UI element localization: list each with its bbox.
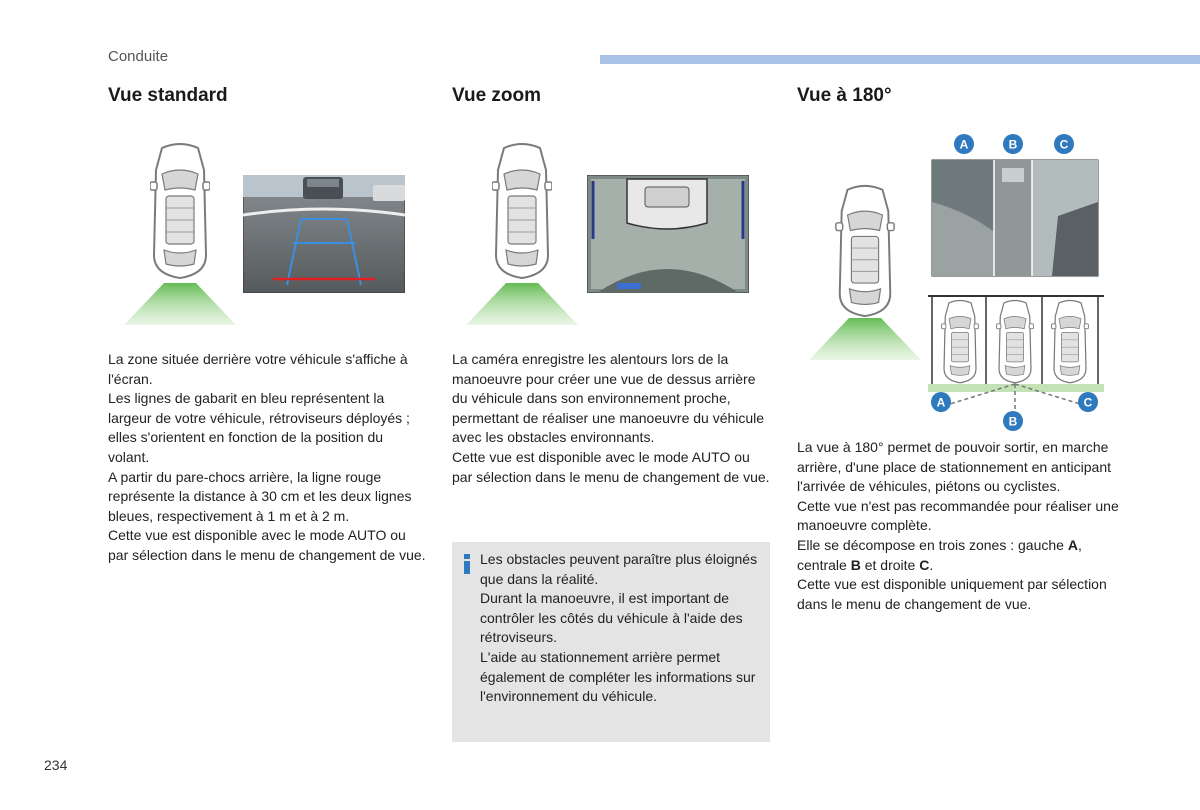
parked-car-right	[1052, 300, 1089, 382]
camera-beam	[809, 318, 921, 360]
column-standard-view	[108, 85, 426, 107]
svg-text:C: C	[1059, 137, 1069, 152]
svg-text:C: C	[1083, 395, 1093, 410]
section-label: Conduite	[108, 48, 169, 65]
svg-text:B: B	[1008, 137, 1018, 152]
zone-a-label: A	[1067, 536, 1078, 553]
car-top-view	[492, 144, 552, 278]
panoramic-paragraph: Cette vue est disponible uniquement par sélection dans le menu de changement de vue.	[797, 576, 1107, 612]
zones-text: .	[929, 556, 934, 573]
info-icon	[462, 554, 472, 574]
zone-badge-b	[1003, 134, 1023, 154]
camera-beam	[466, 283, 578, 325]
column-panoramic-view	[797, 85, 1119, 107]
column-zoom-view	[452, 85, 770, 107]
zoom-view-text	[452, 350, 770, 487]
standard-paragraph: A partir du pare-chocs arrière, la ligne rouge représente la distance à 30 cm et les deux lignes bleues, respectivement à 1 m et à 2 m.	[108, 468, 412, 524]
panoramic-paragraph: Cette vue n'est pas recommandée pour réaliser une manoeuvre complète.	[797, 497, 1119, 534]
zones-text: Elle se décompose en trois zones : gauche	[797, 536, 1068, 553]
zoom-car-diagram	[462, 135, 582, 330]
standard-camera-screen	[243, 175, 405, 293]
zone-marker-b	[1003, 411, 1023, 431]
panoramic-zones-paragraph	[797, 536, 1119, 575]
standard-view-text	[108, 350, 426, 566]
page-number: 234	[44, 757, 68, 773]
panoramic-car-diagram	[805, 180, 925, 365]
zoom-camera-screen	[587, 175, 749, 293]
standard-paragraph: Cette vue est disponible avec le mode AUTO ou par sélection dans le menu de changement de vue.	[108, 527, 426, 563]
panoramic-diagram	[928, 132, 1104, 432]
header-accent-bar	[600, 55, 1200, 64]
svg-text:B: B	[1008, 414, 1018, 429]
parked-car-left	[942, 300, 979, 382]
zones-text: , centrale	[797, 536, 1082, 573]
zone-badge-a	[954, 134, 974, 154]
zone-badge-c	[1054, 134, 1074, 154]
zoom-paragraph: La caméra enregistre les alentours lors de la manoeuvre pour créer une vue de dessus arrière du véhicule dans son environnement proche, permettant de réaliser une manoeuvre du véhicule avec les obstacles environnants.	[452, 351, 765, 446]
zoom-view-title: Vue zoom	[452, 85, 542, 106]
panoramic-camera-screen	[932, 160, 1098, 276]
standard-paragraph: Les lignes de gabarit en bleu représentent la largeur de votre véhicule, rétroviseurs déployés ; elles s'orientent en fonction de la position du volant.	[108, 390, 410, 465]
panoramic-paragraph: La vue à 180° permet de pouvoir sortir, en marche arrière, d'une place de stationnement en anticipant l'arrivée de véhicules, piétons ou cyclistes.	[797, 439, 1111, 495]
svg-text:A: A	[936, 395, 946, 410]
note-paragraph: Les obstacles peuvent paraître plus éloignés que dans la réalité.	[480, 551, 758, 587]
standard-car-diagram	[120, 135, 240, 330]
zone-marker-a	[931, 392, 951, 412]
zones-text: et droite	[860, 556, 920, 573]
zoom-paragraph: Cette vue est disponible avec le mode AUTO ou par sélection dans le menu de changement de vue.	[452, 448, 770, 485]
note-paragraph: Durant la manoeuvre, il est important de contrôler les côtés du véhicule à l'aide des rétroviseurs.	[480, 590, 743, 646]
note-paragraph: L'aide au stationnement arrière permet également de compléter les informations sur l'environnement du véhicule.	[480, 648, 756, 705]
car-top-view	[836, 186, 894, 316]
zone-marker-c	[1078, 392, 1098, 412]
standard-paragraph: La zone située derrière votre véhicule s'affiche à l'écran.	[108, 351, 408, 387]
parked-car-center	[997, 300, 1034, 382]
car-top-view	[150, 144, 210, 278]
zone-c-label: C	[919, 556, 930, 573]
svg-text:A: A	[959, 137, 969, 152]
zone-b-label: B	[850, 556, 861, 573]
panoramic-view-text	[797, 438, 1119, 614]
standard-view-title: Vue standard	[108, 85, 228, 106]
camera-beam	[124, 283, 236, 325]
panoramic-view-title: Vue à 180°	[797, 85, 892, 106]
info-note-text	[480, 550, 762, 707]
info-note-box	[452, 542, 770, 742]
